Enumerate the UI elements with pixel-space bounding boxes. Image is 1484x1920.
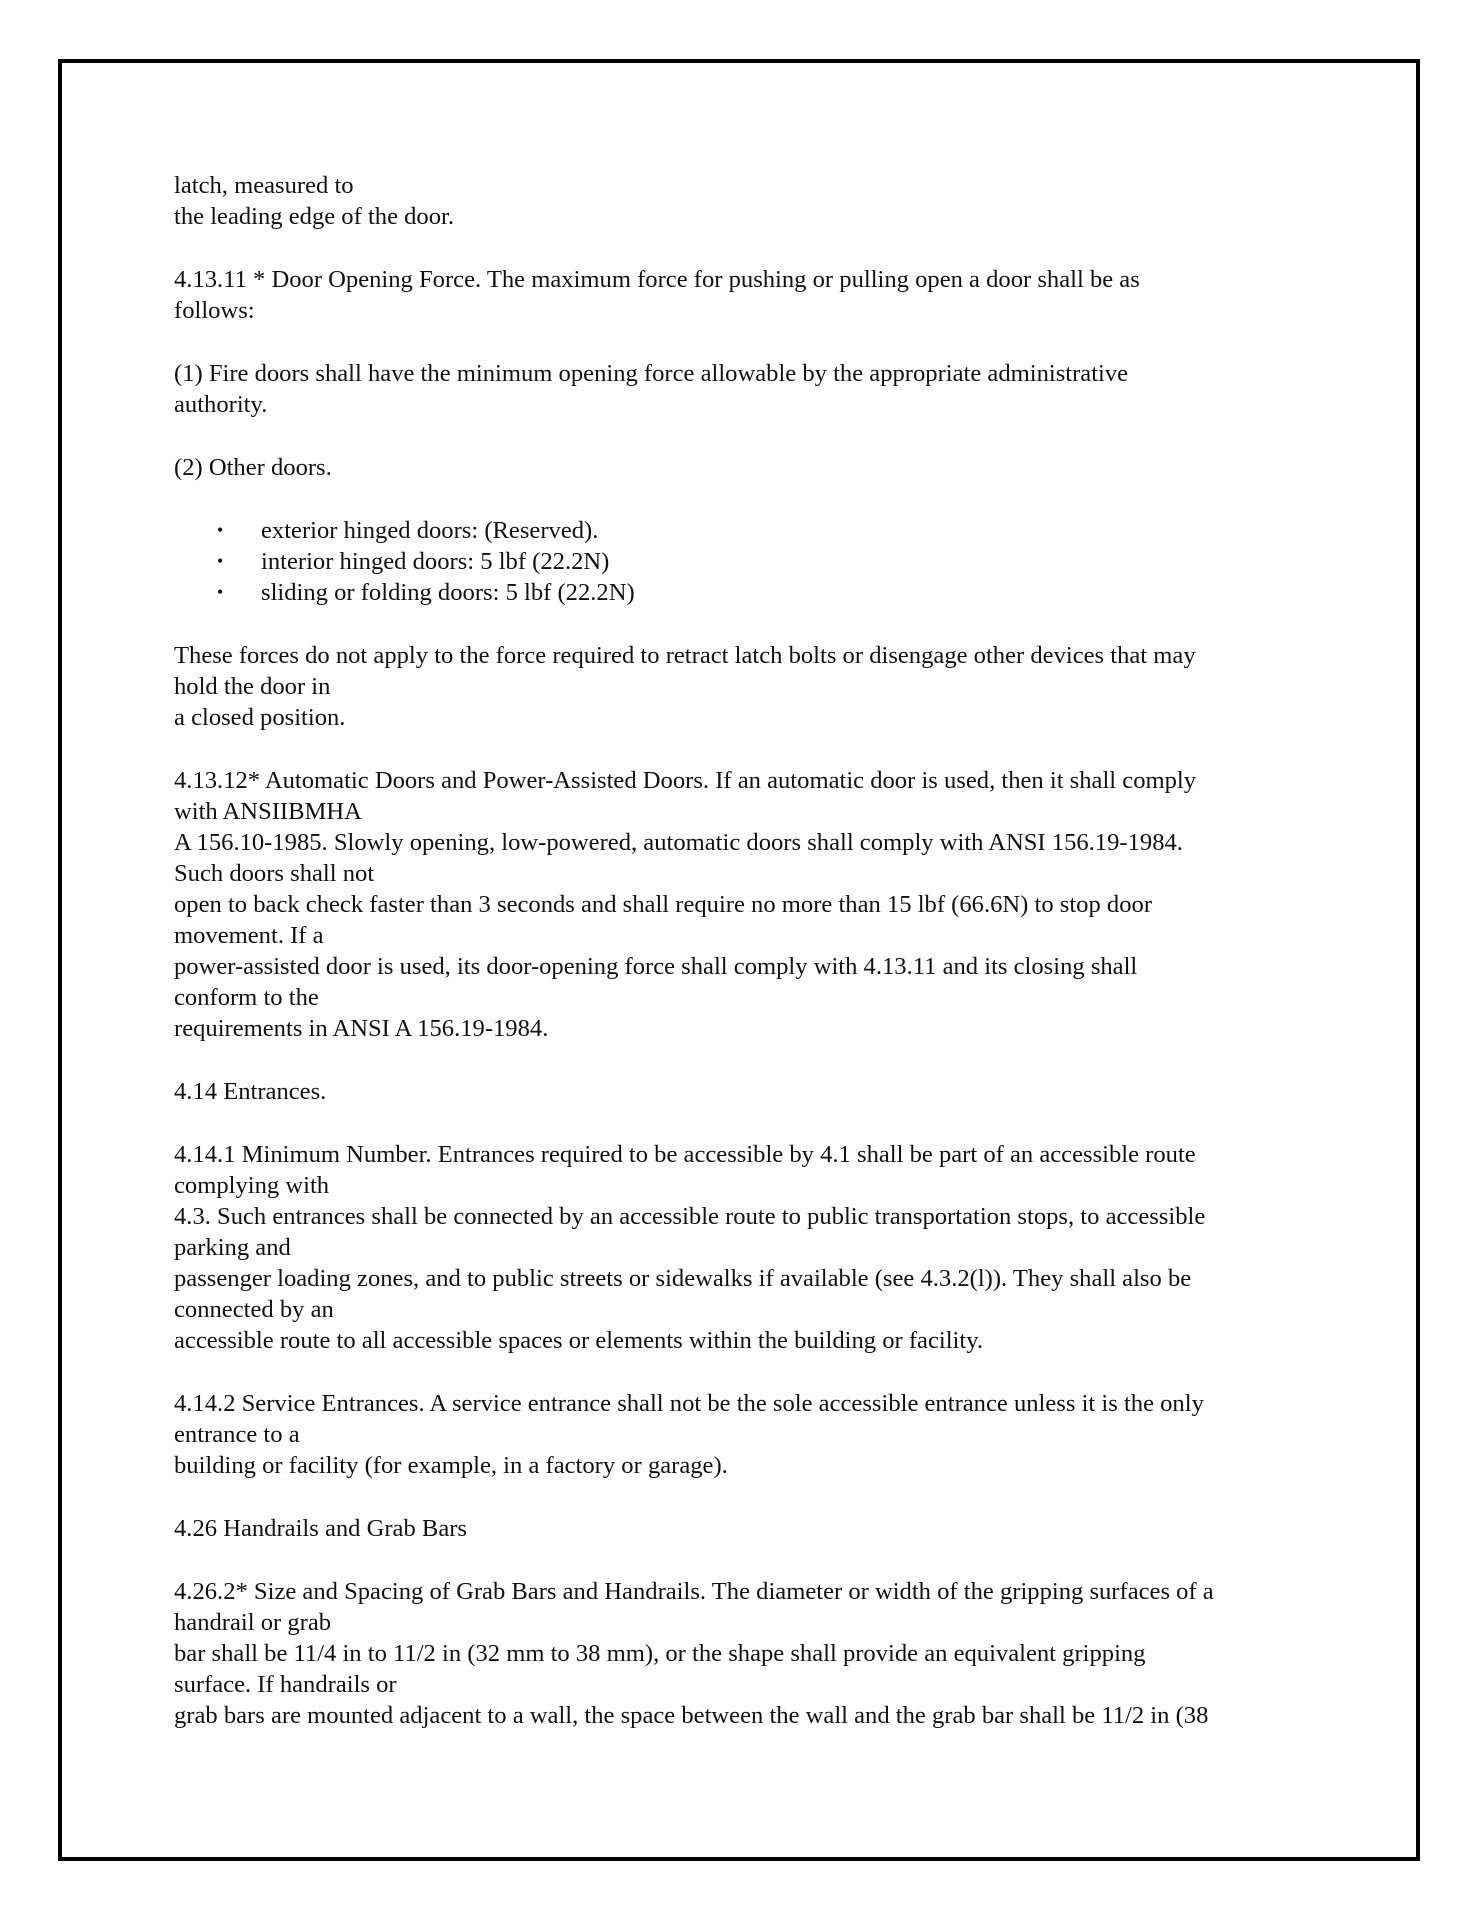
- text-line: movement. If a: [174, 922, 324, 949]
- text-line: entrance to a: [174, 1421, 300, 1448]
- text-line: complying with: [174, 1172, 330, 1199]
- paragraph: [174, 1513, 1324, 1544]
- list-item-text: interior hinged doors: 5 lbf (22.2N): [261, 548, 610, 575]
- text-line: 4.14.2 Service Entrances. A service entrance shall not be the sole accessible entrance unless it is the only: [174, 1390, 1204, 1417]
- text-line: 4.26.2* Size and Spacing of Grab Bars and Handrails. The diameter or width of the gripping surfaces of a: [174, 1578, 1214, 1605]
- text-line: These forces do not apply to the force required to retract latch bolts or disengage other devices that may: [174, 642, 1196, 669]
- list-item-text: sliding or folding doors: 5 lbf (22.2N): [261, 579, 635, 606]
- text-line: (1) Fire doors shall have the minimum opening force allowable by the appropriate administrative: [174, 360, 1129, 387]
- paragraph: [174, 1076, 1324, 1107]
- paragraph-gap: [174, 1544, 1324, 1576]
- text-line: 4.13.12* Automatic Doors and Power-Assisted Doors. If an automatic door is used, then it shall comply: [174, 767, 1197, 794]
- text-line: requirements in ANSI A 156.19-1984.: [174, 1015, 549, 1042]
- text-line: follows:: [174, 297, 255, 324]
- bullet-icon: •: [217, 582, 224, 602]
- bullet-icon: •: [217, 551, 224, 571]
- text-line: the leading edge of the door.: [174, 203, 455, 230]
- text-line: open to back check faster than 3 seconds and shall require no more than 15 lbf (66.6N) to stop door: [174, 891, 1153, 918]
- text-line: building or facility (for example, in a factory or garage).: [174, 1452, 728, 1479]
- text-line: 4.13.11 * Door Opening Force. The maximum force for pushing or pulling open a door shall be as: [174, 266, 1140, 293]
- paragraph: [174, 264, 1324, 326]
- text-line: authority.: [174, 391, 268, 418]
- text-line: A 156.10-1985. Slowly opening, low-powered, automatic doors shall comply with ANSI 156.19-1984.: [174, 829, 1183, 856]
- paragraph: [174, 1388, 1324, 1481]
- text-line: accessible route to all accessible spaces or elements within the building or facility.: [174, 1327, 984, 1354]
- document-body: [174, 170, 1324, 1731]
- paragraph-gap: [174, 483, 1324, 515]
- paragraph-gap: [174, 1481, 1324, 1513]
- list-item: [174, 577, 1324, 608]
- text-line: 4.3. Such entrances shall be connected by an accessible route to public transportation stops, to accessible: [174, 1203, 1206, 1230]
- text-line: a closed position.: [174, 704, 346, 731]
- paragraph-gap: [174, 1107, 1324, 1139]
- bullet-list: [174, 515, 1324, 608]
- paragraph-gap: [174, 420, 1324, 452]
- paragraph-gap: [174, 326, 1324, 358]
- text-line: with ANSIIBMHA: [174, 798, 362, 825]
- paragraph-gap: [174, 733, 1324, 765]
- paragraph: [174, 170, 1324, 232]
- paragraph: [174, 640, 1324, 733]
- paragraph-gap: [174, 1044, 1324, 1076]
- paragraph: [174, 452, 1324, 483]
- paragraph-gap: [174, 608, 1324, 640]
- text-line: 4.14 Entrances.: [174, 1078, 327, 1105]
- text-line: (2) Other doors.: [174, 454, 332, 481]
- list-item-text: exterior hinged doors: (Reserved).: [261, 517, 599, 544]
- text-line: surface. If handrails or: [174, 1671, 397, 1698]
- paragraph: [174, 1576, 1324, 1731]
- paragraph: [174, 1139, 1324, 1356]
- text-line: handrail or grab: [174, 1609, 332, 1636]
- text-line: conform to the: [174, 984, 319, 1011]
- list-item: [174, 515, 1324, 546]
- text-line: power-assisted door is used, its door-opening force shall comply with 4.13.11 and its closing shall: [174, 953, 1138, 980]
- text-line: Such doors shall not: [174, 860, 375, 887]
- text-line: bar shall be 11/4 in to 11/2 in (32 mm to 38 mm), or the shape shall provide an equivalent gripping: [174, 1640, 1146, 1667]
- bullet-icon: •: [217, 520, 224, 540]
- text-line: latch, measured to: [174, 172, 354, 199]
- text-line: 4.26 Handrails and Grab Bars: [174, 1515, 467, 1542]
- text-line: grab bars are mounted adjacent to a wall, the space between the wall and the grab bar shall be 11/2 in (38: [174, 1702, 1209, 1729]
- text-line: connected by an: [174, 1296, 334, 1323]
- paragraph-gap: [174, 232, 1324, 264]
- text-line: passenger loading zones, and to public streets or sidewalks if available (see 4.3.2(l)). They shall also be: [174, 1265, 1192, 1292]
- text-line: parking and: [174, 1234, 291, 1261]
- paragraph-gap: [174, 1356, 1324, 1388]
- list-item: [174, 546, 1324, 577]
- text-line: hold the door in: [174, 673, 331, 700]
- paragraph: [174, 765, 1324, 1044]
- paragraph: [174, 358, 1324, 420]
- text-line: 4.14.1 Minimum Number. Entrances required to be accessible by 4.1 shall be part of an accessible route: [174, 1141, 1196, 1168]
